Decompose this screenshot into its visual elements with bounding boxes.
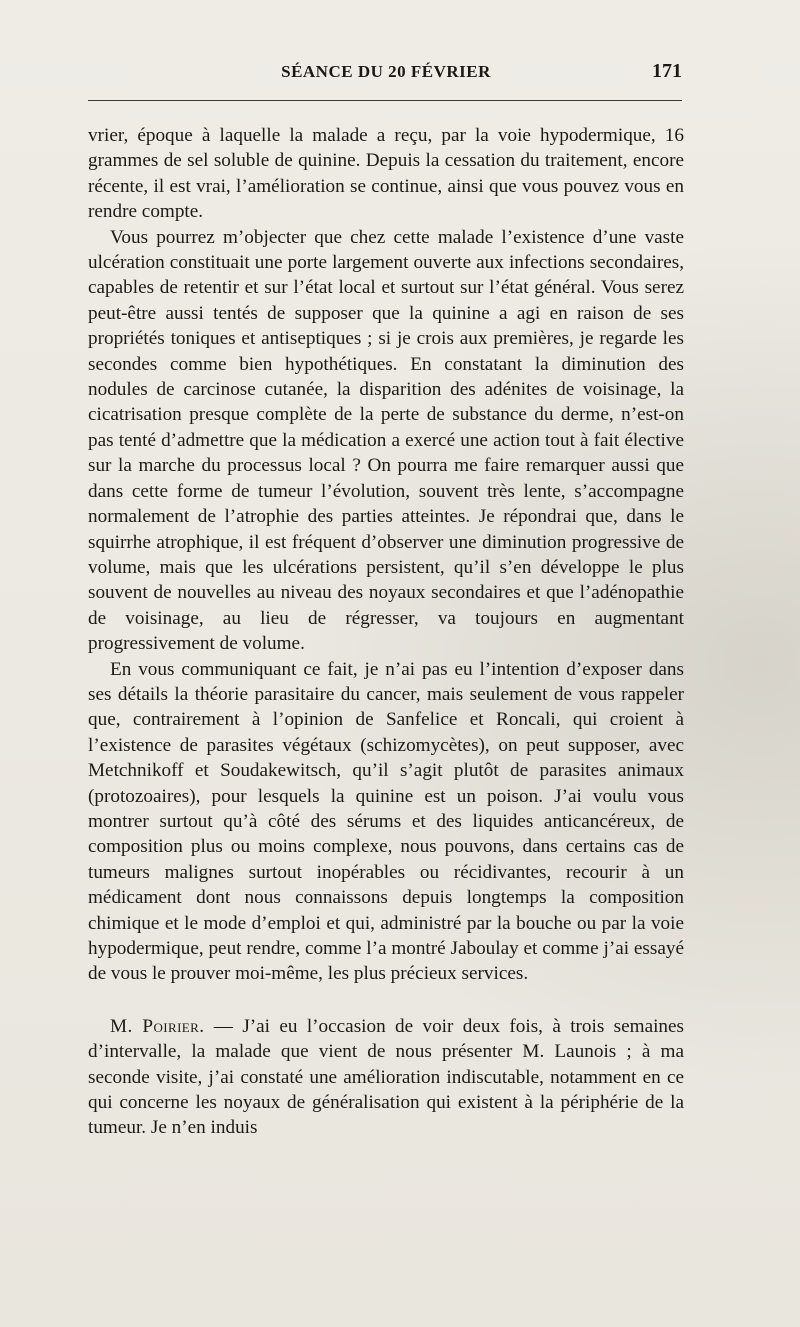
page-number: 171 <box>652 60 682 82</box>
paragraph-poirier <box>88 1014 684 1141</box>
running-title: SÉANCE DU 20 FÉVRIER <box>281 62 491 81</box>
paragraph-objection: Vous pourrez m’objecter que chez cette malade l’existence d’une vaste ulcération constituait une porte largement ouverte aux infections secondaires, capables de retentir et sur l’état local et surtout sur l’état général. Vous serez peut-être aussi tentés de supposer que la quinine a agi en raison de ses propriétés toniques et antiseptiques ; si je crois aux premières, je regarde les secondes comme bien hypothétiques. En constatant la diminution des nodules de carcinose cutanée, la disparition des adénites de voisinage, la cicatrisation presque complète de la perte de substance du derme, n’est-on pas tenté d’admettre que la médication a exercé une action tout à fait élective sur la marche du processus local ? On pourra me faire remarquer aussi que dans cette forme de tumeur l’évolution, souvent très lente, s’accompagne normalement de l’atrophie des parties atteintes. Je répondrai que, dans le squirrhe atrophique, il est fréquent d’observer une diminution progressive de volume, mais que les ulcérations persistent, qu’il s’en développe le plus souvent de nouvelles au niveau des noyaux secondaires et que l’adénopathie de voisinage, au lieu de régresser, va toujours en augmentant progressivement de volume. <box>88 226 684 655</box>
poirier-remark: — J’ai eu l’occasion de voir deux fois, à trois semaines d’intervalle, la malade que vient de nous présenter M. Launois ; à ma seconde visite, j’ai constaté une amélioration indiscutable, notamment en ce qui concerne les noyaux de généralisation qui existent à la périphérie de la tumeur. Je n’en induis <box>88 1015 684 1139</box>
paragraph-continuation: vrier, époque à laquelle la malade a reçu, par la voie hypodermique, 16 grammes de sel soluble de quinine. Depuis la cessation du traitement, encore récente, il est vrai, l’amélioration se continue, ainsi que vous pouvez vous en rendre compte. <box>88 125 684 223</box>
page-header <box>90 62 682 92</box>
speaker-name: M. Poirier. <box>110 1015 205 1037</box>
body-text <box>88 123 684 1141</box>
header-rule <box>88 100 682 101</box>
paragraph-parasite-theory: En vous communiquant ce fait, je n’ai pas eu l’intention d’exposer dans ses détails la théorie parasitaire du cancer, mais seulement de vous rappeler que, contrairement à l’opinion de Sanfelice et Roncali, qui croient à l’existence de parasites végétaux (schizomycètes), on peut supposer, avec Metchnikoff et Soudakewitsch, qu’il s’agit plutôt de parasites animaux (protozoaires), pour lesquels la quinine est un poison. J’ai voulu vous montrer surtout qu’à côté des sérums et des liquides anticancéreux, de composition plus ou moins complexe, nous pouvons, dans certains cas de tumeurs malignes surtout inopérables ou récidivantes, recourir à un médicament dont nous connaissons depuis longtemps la composition chimique et le mode d’emploi et qui, administré par la bouche ou par la voie hypodermique, peut rendre, comme l’a montré Jaboulay et comme j’ai essayé de vous le prouver moi-même, les plus précieux services. <box>88 658 684 985</box>
